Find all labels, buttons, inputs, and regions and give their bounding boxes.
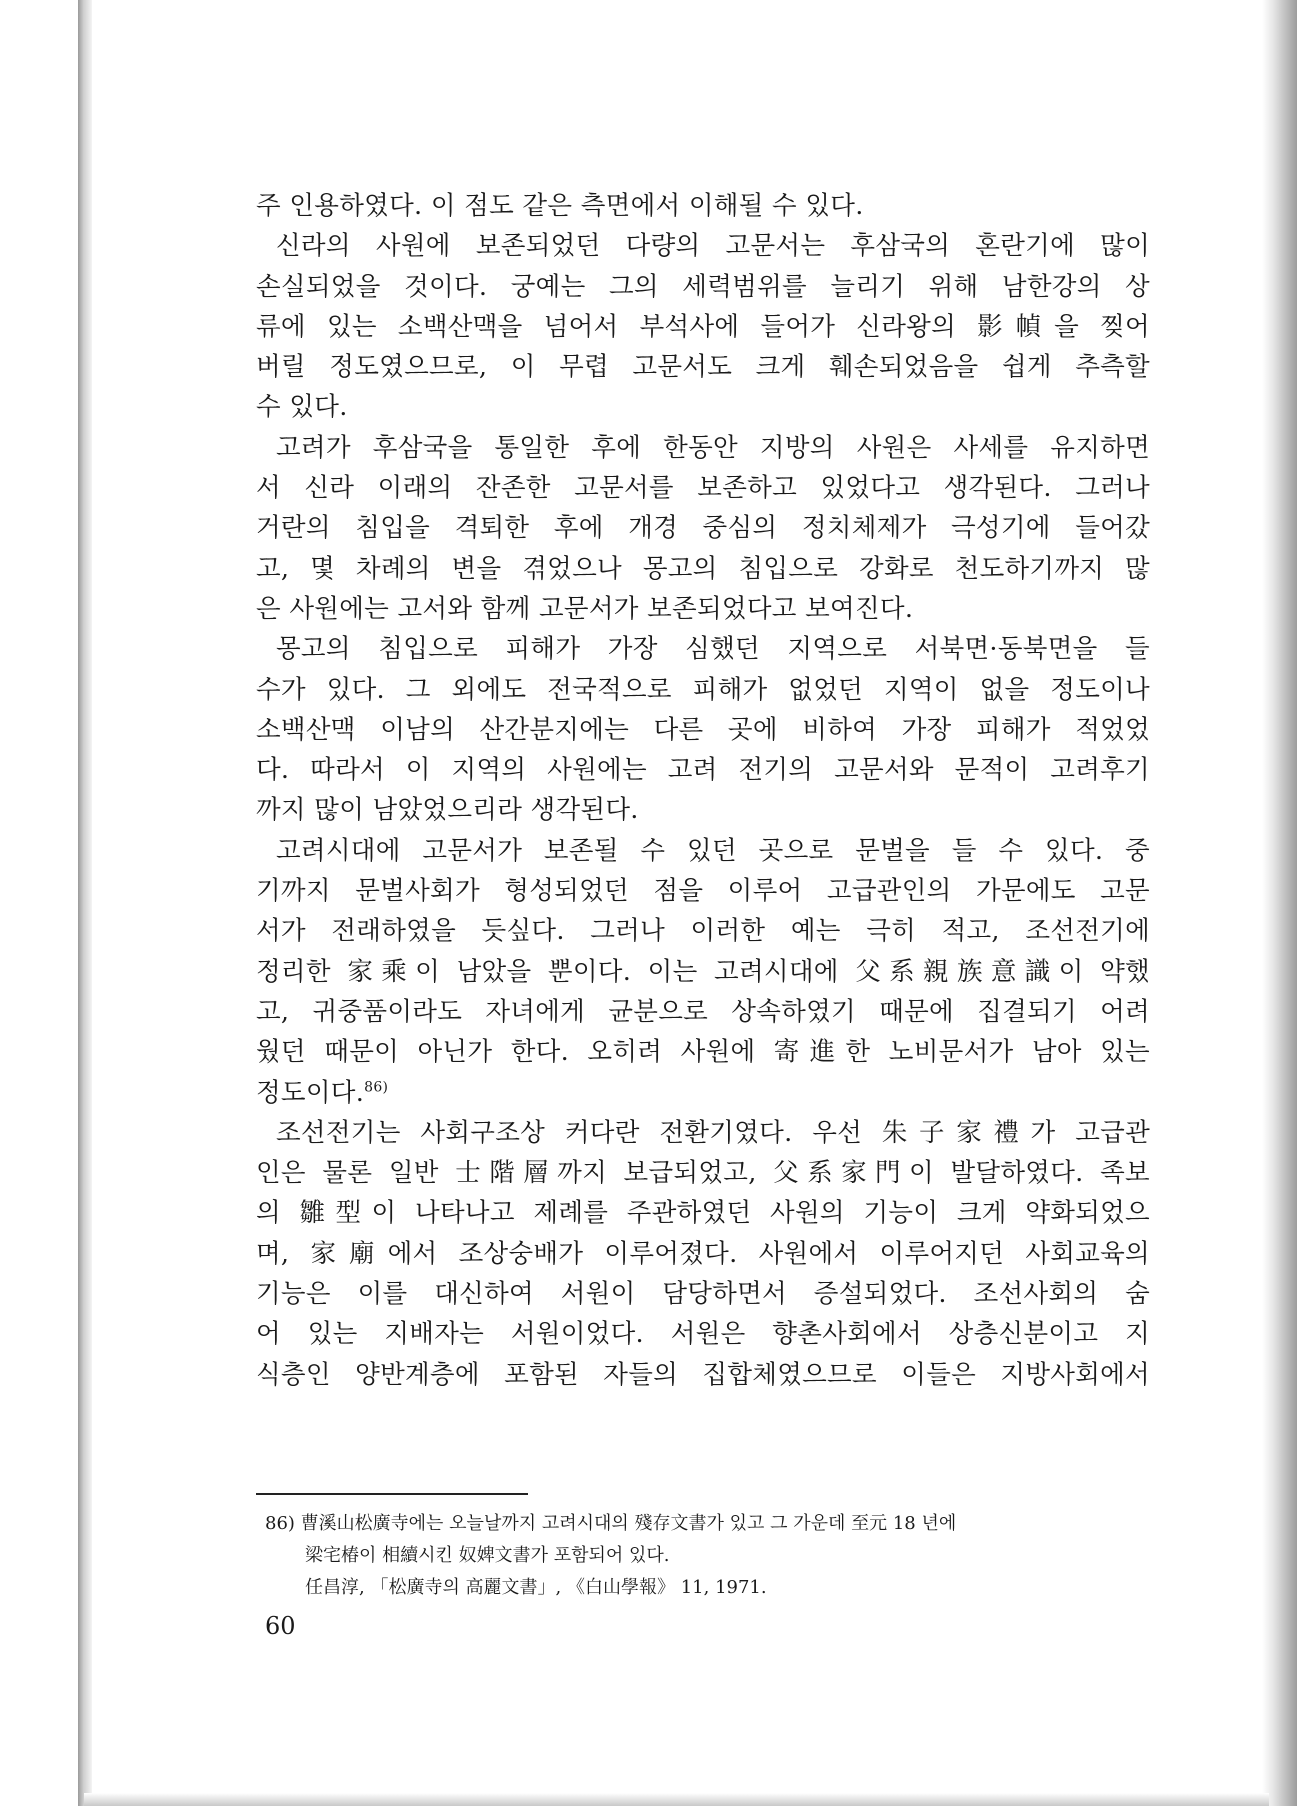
text-line: 정도이다. <box>256 1077 365 1108</box>
text-line: 류에 있는 소백산맥을 넘어서 부석사에 들어가 신라왕의 影幀을 찢어 <box>256 311 1150 342</box>
page-binding-shadow <box>78 0 92 1806</box>
text-line: 기능은 이를 대신하여 서원이 담당하면서 증설되었다. 조선사회의 숨 <box>256 1279 1150 1310</box>
text-line: 웠던 때문이 아닌가 한다. 오히려 사원에 寄進한 노비문서가 남아 있는 <box>256 1037 1150 1068</box>
text-line: 기까지 문벌사회가 형성되었던 점을 이루어 고급관인의 가문에도 고문 <box>256 876 1150 907</box>
text-line: 다. 따라서 이 지역의 사원에는 고려 전기의 고문서와 문적이 고려후기 <box>256 755 1150 786</box>
footnote <box>265 1508 1145 1604</box>
text-line: 어 있는 지배자는 서원이었다. 서원은 향촌사회에서 상층신분이고 지 <box>256 1319 1150 1350</box>
text-line: 수 있다. <box>256 392 348 423</box>
text-line: 고, 몇 차례의 변을 겪었으나 몽고의 침입으로 강화로 천도하기까지 많 <box>256 553 1150 584</box>
text-line: 의 雛型이 나타나고 제례를 주관하였던 사원의 기능이 크게 약화되었으 <box>256 1198 1150 1229</box>
text-line: 식층인 양반계층에 포함된 자들의 집합체였으므로 이들은 지방사회에서 <box>256 1359 1150 1390</box>
footnote-citation: 任昌淳, 「松廣寺의 高麗文書」, 《白山學報》 11, 1971. <box>305 1577 767 1598</box>
text-line: 정리한 家乘이 남았을 뿐이다. 이는 고려시대에 父系親族意識이 약했 <box>256 956 1150 987</box>
footnote-divider <box>256 1493 528 1495</box>
text-line: 버릴 정도였으므로, 이 무렵 고문서도 크게 훼손되었음을 쉽게 추측할 <box>256 352 1150 383</box>
text-line: 신라의 사원에 보존되었던 다량의 고문서는 후삼국의 혼란기에 많이 <box>276 231 1150 262</box>
text-line: 은 사원에는 고서와 함께 고문서가 보존되었다고 보여진다. <box>256 593 914 624</box>
text-line: 몽고의 침입으로 피해가 가장 심했던 지역으로 서북면·동북면을 들 <box>276 634 1150 665</box>
text-line: 인은 물론 일반 士階層까지 보급되었고, 父系家門이 발달하였다. 족보 <box>256 1158 1150 1189</box>
text-line: 서 신라 이래의 잔존한 고문서를 보존하고 있었다고 생각된다. 그러나 <box>256 473 1150 504</box>
footnote-reference: 86) <box>364 1079 389 1096</box>
footnote-text: 曹溪山松廣寺에는 오늘날까지 고려시대의 殘存文書가 있고 그 가운데 至元 18 년에 <box>300 1513 957 1534</box>
text-line: 고려시대에 고문서가 보존될 수 있던 곳으로 문벌을 들 수 있다. 중 <box>276 835 1150 866</box>
page-number: 60 <box>265 1612 296 1640</box>
text-line: 고, 귀중품이라도 자녀에게 균분으로 상속하였기 때문에 집결되기 어려 <box>256 996 1150 1027</box>
body-text <box>256 186 1150 1395</box>
text-line: 소백산맥 이남의 산간분지에는 다른 곳에 비하여 가장 피해가 적었었 <box>256 714 1150 745</box>
text-line: 거란의 침입을 격퇴한 후에 개경 중심의 정치체제가 극성기에 들어갔 <box>256 513 1150 544</box>
text-line: 며, 家廟에서 조상숭배가 이루어졌다. 사원에서 이루어지던 사회교육의 <box>256 1238 1150 1269</box>
text-line: 서가 전래하였을 듯싶다. 그러나 이러한 예는 극히 적고, 조선전기에 <box>256 916 1150 947</box>
text-line: 조선전기는 사회구조상 커다란 전환기였다. 우선 朱子家禮가 고급관 <box>276 1117 1150 1148</box>
footnote-number: 86) <box>265 1513 295 1534</box>
footnote-line: 梁宅椿이 相續시킨 奴婢文書가 포함되어 있다. <box>305 1545 670 1566</box>
page-edge <box>1262 0 1297 1806</box>
text-line: 손실되었을 것이다. 궁예는 그의 세력범위를 늘리기 위해 남한강의 상 <box>256 271 1150 302</box>
text-line: 수가 있다. 그 외에도 전국적으로 피해가 없었던 지역이 없을 정도이나 <box>256 674 1150 705</box>
text-line: 주 인용하였다. 이 점도 같은 측면에서 이해될 수 있다. <box>256 191 864 221</box>
text-line: 고려가 후삼국을 통일한 후에 한동안 지방의 사원은 사세를 유지하면 <box>276 432 1150 463</box>
page-bottom-edge <box>84 1793 1269 1806</box>
footnote-line <box>265 1508 1145 1540</box>
text-line: 까지 많이 남았었으리라 생각된다. <box>256 795 639 826</box>
text-line-with-footnote <box>256 1073 1150 1113</box>
